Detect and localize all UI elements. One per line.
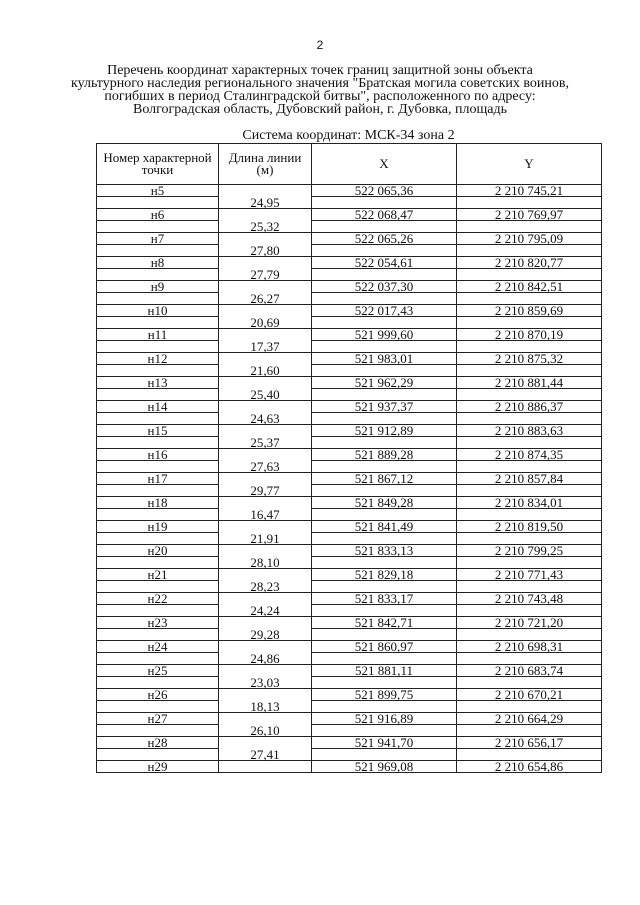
- table-header-row: [97, 144, 602, 185]
- y-cell: 2 210 664,29: [457, 713, 602, 725]
- y-cell: 2 210 842,51: [457, 281, 602, 293]
- table-row: [97, 353, 602, 365]
- length-cell: 26,10: [219, 713, 312, 737]
- y-cell: 2 210 670,21: [457, 689, 602, 701]
- y-cell: 2 210 799,25: [457, 545, 602, 557]
- length-cell: 29,28: [219, 617, 312, 641]
- table-row: [97, 209, 602, 221]
- x-cell: 521 833,13: [312, 545, 457, 557]
- length-empty-cell: [219, 761, 312, 773]
- coordinate-system-caption: Система координат: МСК-34 зона 2: [242, 128, 455, 143]
- table-row: [97, 737, 602, 749]
- table-row: [97, 401, 602, 413]
- table-row: [97, 569, 602, 581]
- y-cell: 2 210 654,86: [457, 761, 602, 773]
- table-row: [97, 641, 602, 653]
- y-cell: 2 210 795,09: [457, 233, 602, 245]
- y-cell: 2 210 870,19: [457, 329, 602, 341]
- y-cell: 2 210 820,77: [457, 257, 602, 269]
- x-cell: 521 916,89: [312, 713, 457, 725]
- y-cell: 2 210 859,69: [457, 305, 602, 317]
- length-cell: 21,60: [219, 353, 312, 377]
- x-cell: 522 037,30: [312, 281, 457, 293]
- table-row: [97, 521, 602, 533]
- coordinates-table: [96, 143, 602, 773]
- point-id-cell: н12: [97, 353, 219, 365]
- x-cell: 521 983,01: [312, 353, 457, 365]
- y-cell: 2 210 683,74: [457, 665, 602, 677]
- table-row: [97, 473, 602, 485]
- header-x: X: [312, 144, 457, 185]
- y-cell: 2 210 721,20: [457, 617, 602, 629]
- length-cell: 24,95: [219, 185, 312, 209]
- table-row: [97, 305, 602, 317]
- header-line-length: Длина линии (м): [219, 144, 312, 185]
- table-row: [97, 257, 602, 269]
- table-row: [97, 425, 602, 437]
- x-cell: 522 017,43: [312, 305, 457, 317]
- point-id-cell: н10: [97, 305, 219, 317]
- table-row: [97, 689, 602, 701]
- length-cell: 24,63: [219, 401, 312, 425]
- x-cell: 522 054,61: [312, 257, 457, 269]
- table-row: [97, 233, 602, 245]
- point-id-cell: н19: [97, 521, 219, 533]
- x-cell: 521 937,37: [312, 401, 457, 413]
- point-id-cell: н7: [97, 233, 219, 245]
- point-id-cell: н28: [97, 737, 219, 749]
- point-id-cell: н16: [97, 449, 219, 461]
- table-row: [97, 761, 602, 773]
- length-cell: 16,47: [219, 497, 312, 521]
- table-row: [97, 545, 602, 557]
- x-cell: 521 969,08: [312, 761, 457, 773]
- point-id-cell: н15: [97, 425, 219, 437]
- y-cell: 2 210 881,44: [457, 377, 602, 389]
- y-cell: 2 210 875,32: [457, 353, 602, 365]
- length-cell: 27,79: [219, 257, 312, 281]
- page-number: 2: [316, 38, 324, 52]
- table-row: [97, 281, 602, 293]
- point-id-cell: н24: [97, 641, 219, 653]
- point-id-cell: н18: [97, 497, 219, 509]
- length-cell: 29,77: [219, 473, 312, 497]
- table-row: [97, 593, 602, 605]
- y-cell: 2 210 886,37: [457, 401, 602, 413]
- point-id-cell: н14: [97, 401, 219, 413]
- length-cell: 17,37: [219, 329, 312, 353]
- length-cell: 27,63: [219, 449, 312, 473]
- y-cell: 2 210 857,84: [457, 473, 602, 485]
- point-id-cell: н27: [97, 713, 219, 725]
- length-cell: 24,86: [219, 641, 312, 665]
- table-row: [97, 329, 602, 341]
- length-cell: 28,23: [219, 569, 312, 593]
- y-cell: 2 210 656,17: [457, 737, 602, 749]
- y-cell: 2 210 743,48: [457, 593, 602, 605]
- point-id-cell: н25: [97, 665, 219, 677]
- point-id-cell: н17: [97, 473, 219, 485]
- y-cell: 2 210 874,35: [457, 449, 602, 461]
- length-cell: 28,10: [219, 545, 312, 569]
- point-id-cell: н6: [97, 209, 219, 221]
- x-cell: 521 841,49: [312, 521, 457, 533]
- point-id-cell: н23: [97, 617, 219, 629]
- y-cell: 2 210 698,31: [457, 641, 602, 653]
- table-row: [97, 449, 602, 461]
- y-cell: 2 210 883,63: [457, 425, 602, 437]
- point-id-cell: н29: [97, 761, 219, 773]
- point-id-cell: н11: [97, 329, 219, 341]
- x-cell: 522 065,36: [312, 185, 457, 197]
- length-cell: 18,13: [219, 689, 312, 713]
- x-cell: 521 941,70: [312, 737, 457, 749]
- point-id-cell: н22: [97, 593, 219, 605]
- x-cell: 521 867,12: [312, 473, 457, 485]
- length-cell: 27,41: [219, 737, 312, 761]
- y-cell: 2 210 834,01: [457, 497, 602, 509]
- table-row: [97, 497, 602, 509]
- length-cell: 25,40: [219, 377, 312, 401]
- table-row: [97, 713, 602, 725]
- table-row: [97, 377, 602, 389]
- length-cell: 25,37: [219, 425, 312, 449]
- length-cell: 20,69: [219, 305, 312, 329]
- point-id-cell: н26: [97, 689, 219, 701]
- x-cell: 521 899,75: [312, 689, 457, 701]
- table-row: [97, 665, 602, 677]
- point-id-cell: н21: [97, 569, 219, 581]
- length-cell: 23,03: [219, 665, 312, 689]
- point-id-cell: н8: [97, 257, 219, 269]
- length-cell: 25,32: [219, 209, 312, 233]
- x-cell: 521 860,97: [312, 641, 457, 653]
- y-cell: 2 210 745,21: [457, 185, 602, 197]
- x-cell: 521 912,89: [312, 425, 457, 437]
- point-id-cell: н9: [97, 281, 219, 293]
- header-y: Y: [457, 144, 602, 185]
- x-cell: 521 889,28: [312, 449, 457, 461]
- y-cell: 2 210 771,43: [457, 569, 602, 581]
- y-cell: 2 210 769,97: [457, 209, 602, 221]
- table-row: [97, 617, 602, 629]
- length-cell: 26,27: [219, 281, 312, 305]
- point-id-cell: н20: [97, 545, 219, 557]
- point-id-cell: н5: [97, 185, 219, 197]
- x-cell: 522 065,26: [312, 233, 457, 245]
- document-title: Перечень координат характерных точек границ защитной зоны объекта культурного наследия регионального значения "Братская могила советских воинов, погибших в период Сталинградской битвы", расположенного по адресу: Волгоградская область, Дубовский район, г. Дубовка, площадь: [70, 63, 570, 117]
- y-cell: 2 210 819,50: [457, 521, 602, 533]
- table-row: [97, 185, 602, 197]
- x-cell: 521 842,71: [312, 617, 457, 629]
- table-body: [97, 185, 602, 773]
- header-point-number: Номер характерной точки: [97, 144, 219, 185]
- x-cell: 521 829,18: [312, 569, 457, 581]
- x-cell: 521 881,11: [312, 665, 457, 677]
- x-cell: 521 833,17: [312, 593, 457, 605]
- point-id-cell: н13: [97, 377, 219, 389]
- length-cell: 24,24: [219, 593, 312, 617]
- x-cell: 521 999,60: [312, 329, 457, 341]
- x-cell: 521 962,29: [312, 377, 457, 389]
- x-cell: 521 849,28: [312, 497, 457, 509]
- length-cell: 21,91: [219, 521, 312, 545]
- x-cell: 522 068,47: [312, 209, 457, 221]
- length-cell: 27,80: [219, 233, 312, 257]
